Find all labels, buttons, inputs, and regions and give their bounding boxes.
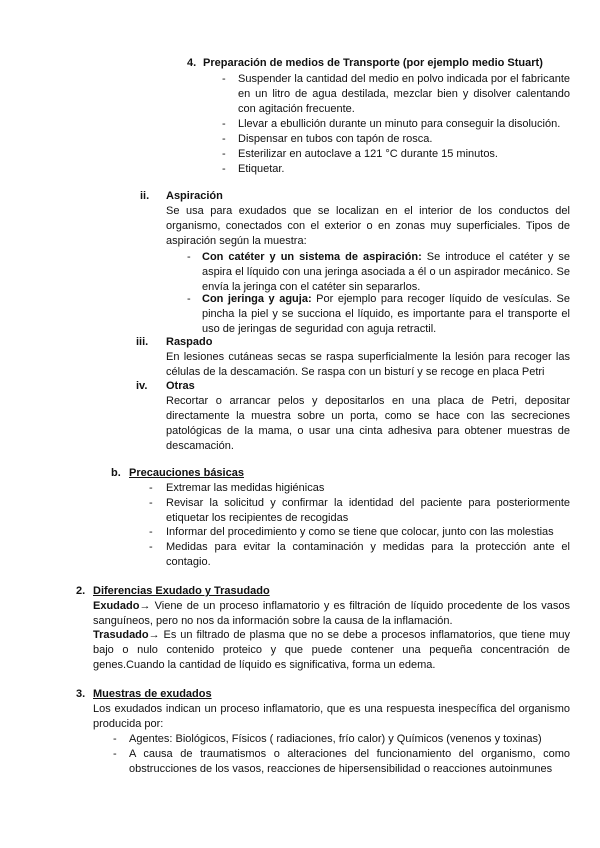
list-item: Llevar a ebullición durante un minuto para conseguir la disolución. [238,118,561,130]
list-item [202,250,570,295]
item-text: Se introduce el catéter y se aspira el líquido con una jeringa asociada a él o un aspirador mecánico. Se envía la jeringa con el catéter sin separarlos. [202,251,570,293]
dash: - [222,118,226,130]
list-item [202,292,570,337]
list-item: Etiquetar. [238,163,285,175]
list-item: Extremar las medidas higiénicas [166,482,325,494]
section-3-number: 3. [76,688,86,700]
dash: - [222,163,226,175]
trasudado-text: → Es un filtrado de plasma que no se debe a procesos inflamatorios, que tiene muy bajo o nulo contenido proteico y que puede contener una pequeña concentración de genes.Cuando la cantidad de líquido es significativa, forma un edema. [93,629,570,671]
dash: - [113,748,117,760]
subsection-iii-text: En lesiones cutáneas secas se raspa superficialmente la lesión para recoger las células de la descamación. Se raspa con un bisturí y se recoge en placa Petri [166,351,570,378]
section-b-title: Precauciones básicas [129,467,244,479]
list-item: Medidas para evitar la contaminación y medidas para la protección ante el contagio. [166,541,570,568]
dash: - [222,148,226,160]
list-item: Revisar la solicitud y confirmar la identidad del paciente para posteriormente etiquetar los recipientes de recogidas [166,497,570,524]
section-2-number: 2. [76,585,86,597]
dash: - [187,251,191,263]
item-bold-label: Con catéter y un sistema de aspiración: [202,251,422,263]
dash: - [149,497,153,509]
dash: - [222,73,226,85]
list-item: Dispensar en tubos con tapón de rosca. [238,133,433,145]
section-3-intro: Los exudados indican un proceso inflamatorio, que es una respuesta inespecífica del organismo producida por: [93,703,570,730]
section-4-title: Preparación de medios de Transporte (por ejemplo medio Stuart) [203,57,543,69]
list-item: Informar del procedimiento y como se tiene que colocar, junto con las molestias [166,526,554,538]
dash: - [113,733,117,745]
dash: - [149,526,153,538]
subsection-ii-title: Aspiración [166,190,223,202]
dash: - [187,293,191,305]
section-2-title: Diferencias Exudado y Trasudado [93,585,270,597]
trasudado-definition [93,628,570,673]
section-4-number: 4. [187,57,197,69]
section-3-title: Muestras de exudados [93,688,212,700]
dash: - [149,541,153,553]
list-item: A causa de traumatismos o alteraciones del funcionamiento del organismo, como obstrucciones de los vasos, reacciones de hipersensibilidad o reacciones autoinmunes [129,748,570,775]
subsection-iii-number: iii. [136,336,149,348]
section-b-letter: b. [111,467,121,479]
exudado-text: → Viene de un proceso inflamatorio y es filtración de líquido procedente de los vasos sanguíneos, pero no nos da información sobre la causa de la inflamación. [93,600,570,627]
subsection-ii-intro: Se usa para exudados que se localizan en el interior de los conductos del organismo, conectados con el exterior o en zonas muy superficiales. Tipos de aspiración según la muestra: [166,205,570,247]
item-text: Por ejemplo para recoger líquido de vesículas. Se pincha la piel y se succiona el líquido, es importante para el transporte el uso de jeringas de seguridad con aguja retractil. [202,293,570,335]
list-item: Agentes: Biológicos, Físicos ( radiaciones, frío calor) y Químicos (venenos y toxinas) [129,733,542,745]
subsection-iv-number: iv. [136,380,148,392]
subsection-ii-number: ii. [140,190,150,202]
item-bold-label: Con jeringa y aguja: [202,293,312,305]
exudado-definition [93,599,570,629]
dash: - [149,482,153,494]
list-item: Esterilizar en autoclave a 121 °C durante 15 minutos. [238,148,498,160]
list-item: Suspender la cantidad del medio en polvo indicada por el fabricante en un litro de agua destilada, mezclar bien y disolver calentando con agitación frecuente. [238,73,570,115]
subsection-iv-title: Otras [166,380,195,392]
trasudado-label: Trasudado [93,629,149,641]
dash: - [222,133,226,145]
exudado-label: Exudado [93,600,140,612]
subsection-iv-text: Recortar o arrancar pelos y depositarlos en una placa de Petri, depositar directamente la muestra sobre un porta, como se hace con las secreciones patológicas de la mama, o usar una cinta adhesiva para obtener muestras de descamación. [166,395,570,452]
subsection-iii-title: Raspado [166,336,213,348]
